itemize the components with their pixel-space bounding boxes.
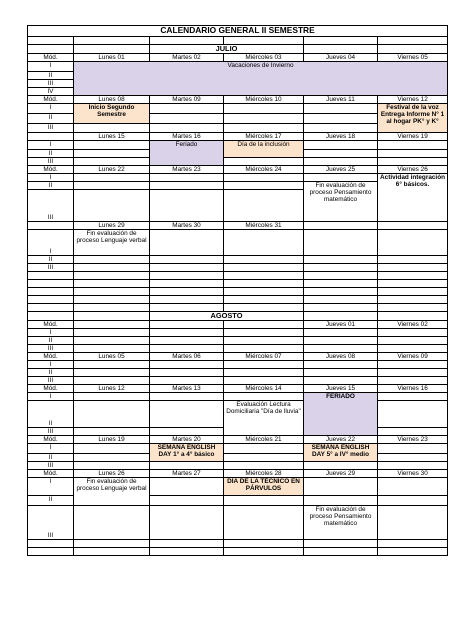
- event-english-day-medio: SEMANA ENGLISH DAY 5° a IV° medio: [304, 444, 378, 462]
- mod-label: III: [28, 264, 74, 272]
- event-fin-eval-matematico-jul: Fin evaluación de proceso Pensamiento matemático: [304, 182, 378, 222]
- event-fin-eval-matematico-ago: Fin evaluación de proceso Pensamiento matemático: [304, 506, 378, 540]
- day-header: Lunes 19: [74, 436, 150, 444]
- day-header: Viernes 23: [378, 436, 448, 444]
- day-header: Viernes 19: [378, 133, 448, 141]
- day-header: Miércoles 31: [224, 222, 304, 230]
- event-dia-tecnico-parvulos: DÍA DE LA TÉCNICO EN PÁRVULOS: [224, 478, 304, 496]
- day-header: Viernes 26: [378, 166, 448, 174]
- day-header: Lunes 12: [74, 385, 150, 393]
- event-festival-voz: Festival de la voz Entrega Informe N° 1 al hogar PK° y K°: [378, 104, 448, 133]
- event-actividad-integracion: Actividad integración 6° básicos.: [378, 174, 448, 222]
- month-header-july: JULIO: [150, 45, 304, 54]
- mod-label: I: [28, 361, 74, 369]
- mod-header: Mód.: [28, 353, 74, 361]
- mod-label: III: [28, 158, 74, 166]
- mod-label: III: [28, 124, 74, 133]
- event-feriado-16: Feriado: [150, 141, 224, 166]
- mod-label: II: [28, 114, 74, 124]
- mod-label: II: [28, 369, 74, 377]
- event-eval-lectura: Evaluación Lectura Domiciliaria "Día de lluvia": [224, 401, 304, 436]
- day-header: Martes 16: [150, 133, 224, 141]
- event-feriado-15: FERIADO: [304, 393, 378, 436]
- day-header: Jueves 29: [304, 470, 378, 478]
- day-header: Lunes 26: [74, 470, 150, 478]
- day-header: Jueves 01: [304, 321, 378, 329]
- calendar-table: [27, 25, 448, 556]
- day-header: Miércoles 28: [224, 470, 304, 478]
- day-header: Miércoles 07: [224, 353, 304, 361]
- mod-label: II: [28, 496, 74, 506]
- mod-label: II: [28, 401, 74, 428]
- mod-label: III: [28, 80, 74, 88]
- mod-label: I: [28, 230, 74, 256]
- mod-header: Mód.: [28, 436, 74, 444]
- day-header: Jueves 22: [304, 436, 378, 444]
- page-title: CALENDARIO GENERAL II SEMESTRE: [28, 26, 448, 37]
- mod-header: Mód.: [28, 96, 74, 104]
- mod-header: Mód.: [28, 54, 74, 62]
- day-header: Martes 09: [150, 96, 224, 104]
- day-header: Martes 23: [150, 166, 224, 174]
- event-english-day-basico: SEMANA ENGLISH DAY 1° a 4° básico: [150, 444, 224, 462]
- day-header: Jueves 11: [304, 96, 378, 104]
- mod-label: II: [28, 150, 74, 158]
- mod-label: II: [28, 72, 74, 80]
- day-header: Martes 06: [150, 353, 224, 361]
- mod-label: II: [28, 337, 74, 345]
- event-inicio-semestre: Inicio Segundo Semestre: [74, 104, 150, 124]
- day-header: Martes 30: [150, 222, 224, 230]
- mod-header: Mód.: [28, 470, 74, 478]
- mod-label: III: [28, 462, 74, 470]
- day-header: Lunes 01: [74, 54, 150, 62]
- mod-label: I: [28, 444, 74, 454]
- mod-label: III: [28, 506, 74, 540]
- day-header: Miércoles 21: [224, 436, 304, 444]
- mod-label: III: [28, 377, 74, 385]
- event-fin-eval-lenguaje-ago: Fin evaluación de proceso Lenguaje verbal: [74, 478, 150, 506]
- mod-label: I: [28, 104, 74, 114]
- mod-header: Mód.: [28, 385, 74, 393]
- mod-label: IV: [28, 88, 74, 96]
- day-header: Martes 13: [150, 385, 224, 393]
- event-dia-inclusion: Día de la inclusión: [224, 141, 304, 158]
- day-header: Lunes 29: [74, 222, 150, 230]
- mod-label: II: [28, 182, 74, 190]
- day-header: Viernes 12: [378, 96, 448, 104]
- day-header: Lunes 15: [74, 133, 150, 141]
- day-header: Jueves 15: [304, 385, 378, 393]
- event-fin-eval-lenguaje-jul: Fin evaluación de proceso Lenguaje verbal: [74, 230, 150, 256]
- day-header: Jueves 18: [304, 133, 378, 141]
- day-header: Miércoles 14: [224, 385, 304, 393]
- mod-label: I: [28, 62, 74, 72]
- mod-label: III: [28, 190, 74, 222]
- day-header: Miércoles 03: [224, 54, 304, 62]
- mod-header: Mód.: [28, 166, 74, 174]
- day-header: Jueves 25: [304, 166, 378, 174]
- mod-label: II: [28, 454, 74, 462]
- day-header: Martes 27: [150, 470, 224, 478]
- mod-label: II: [28, 256, 74, 264]
- day-header: Viernes 05: [378, 54, 448, 62]
- month-header-august: AGOSTO: [150, 312, 304, 321]
- day-header: Martes 02: [150, 54, 224, 62]
- event-vacaciones-invierno: Vacaciones de Invierno: [74, 62, 448, 96]
- mod-label: I: [28, 393, 74, 401]
- day-header: Viernes 09: [378, 353, 448, 361]
- day-header: Miércoles 17: [224, 133, 304, 141]
- mod-label: III: [28, 345, 74, 353]
- mod-header: Mód.: [28, 321, 74, 329]
- mod-label: I: [28, 478, 74, 496]
- day-header: Miércoles 10: [224, 96, 304, 104]
- day-header: Viernes 02: [378, 321, 448, 329]
- day-header: Viernes 30: [378, 470, 448, 478]
- day-header: Jueves 08: [304, 353, 378, 361]
- day-header: Martes 20: [150, 436, 224, 444]
- day-header: Miércoles 24: [224, 166, 304, 174]
- mod-label: I: [28, 141, 74, 150]
- mod-label: I: [28, 174, 74, 182]
- day-header: Lunes 05: [74, 353, 150, 361]
- mod-label: I: [28, 329, 74, 337]
- day-header: Jueves 04: [304, 54, 378, 62]
- day-header: Lunes 22: [74, 166, 150, 174]
- day-header: Lunes 08: [74, 96, 150, 104]
- day-header: Viernes 16: [378, 385, 448, 393]
- mod-label: III: [28, 428, 74, 436]
